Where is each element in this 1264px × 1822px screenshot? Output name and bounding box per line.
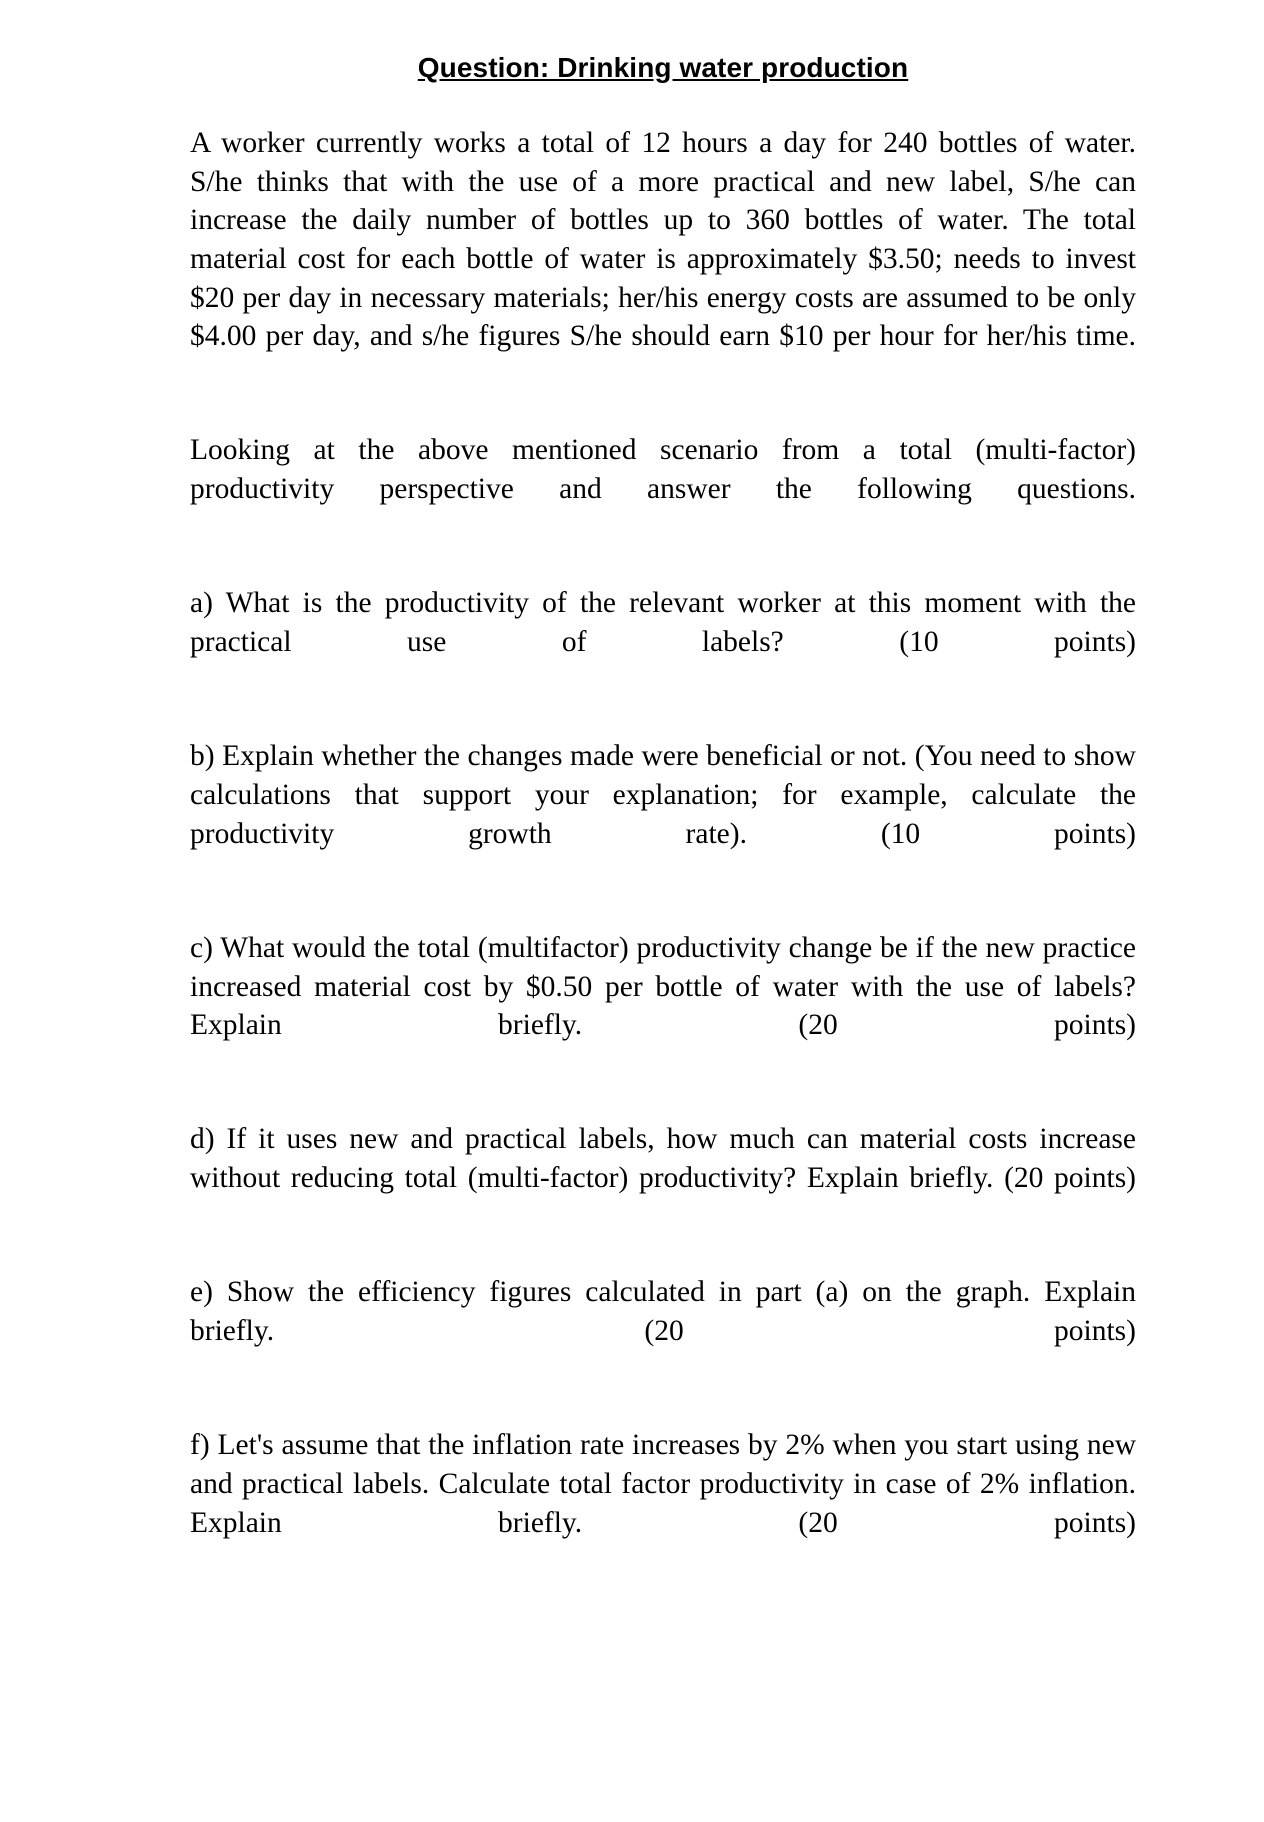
spacer — [190, 1083, 1136, 1120]
paragraph-question-f: f) Let's assume that the inflation rate increases by 2% when you start using new and practical labels. Calculate total factor productivity in case of 2% inflation. Explain briefly. (20 points) — [190, 1429, 1136, 1539]
spacer — [190, 394, 1136, 431]
paragraph-question-a: a) What is the productivity of the relevant worker at this moment with the practical use of labels? (10 points) — [190, 587, 1136, 659]
paragraph-instruction: Looking at the above mentioned scenario from a total (multi-factor) productivity perspective and answer the following questions. — [190, 434, 1136, 506]
spacer — [190, 700, 1136, 737]
spacer — [190, 892, 1136, 929]
spacer — [190, 547, 1136, 584]
spacer — [190, 1236, 1136, 1273]
paragraph-question-c: c) What would the total (multifactor) productivity change be if the new practice increased material cost by $0.50 per bottle of water with the use of labels? Explain briefly. (20 points) — [190, 931, 1136, 1042]
page-title: Question: Drinking water production — [417, 52, 909, 83]
paragraph-question-b: b) Explain whether the changes made were beneficial or not. (You need to show calculations that support your explanation; for example, calculate the productivity growth rate). (10 points) — [190, 740, 1136, 850]
paragraph-question-d: d) If it uses new and practical labels, how much can material costs increase without reducing total (multi-factor) productivity? Explain briefly. (20 points) — [190, 1123, 1136, 1195]
spacer — [190, 1389, 1136, 1426]
spacer — [190, 84, 1136, 124]
paragraph-scenario: A worker currently works a total of 12 hours a day for 240 bottles of water. S/he thinks that with the use of a more practical and new label, S/he can increase the daily number of bottles up to 360 bottles of water. The total material cost for each bottle of water is approximately $3.50; needs to invest $20 per day in necessary materials; her/his energy costs are assumed to be only $4.00 per day, and s/he figures S/he should earn $10 per hour for her/his time. — [190, 127, 1136, 353]
paragraph-question-e: e) Show the efficiency figures calculated in part (a) on the graph. Explain briefly. (20 points) — [190, 1276, 1136, 1348]
